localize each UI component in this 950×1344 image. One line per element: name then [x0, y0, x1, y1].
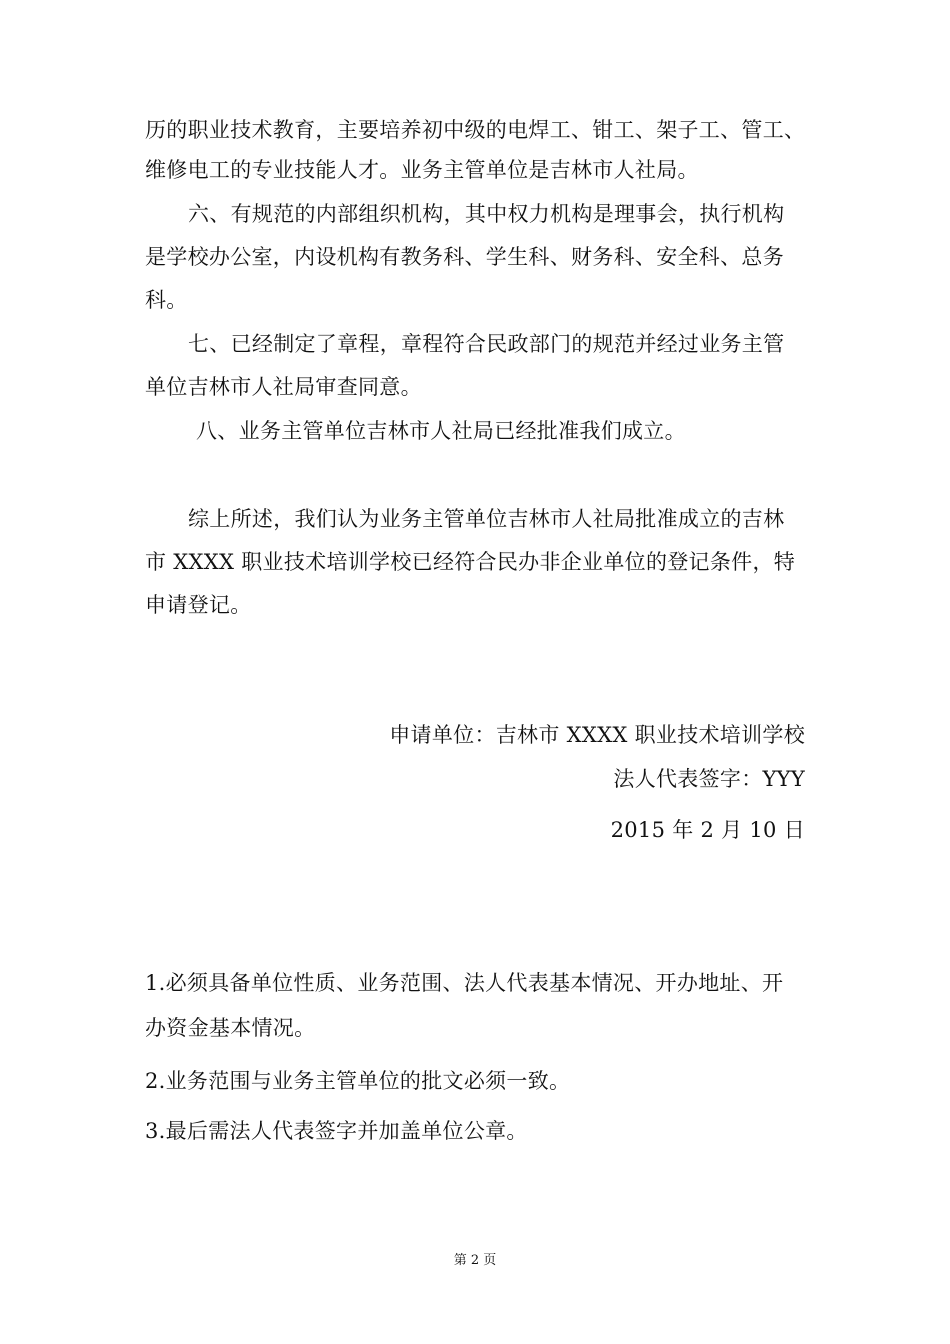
para5-line1: 历的职业技术教育，主要培养初中级的电焊工、钳工、架子工、管工、 [145, 118, 806, 142]
note2: 2.业务范围与业务主管单位的批文必须一致。 [145, 1069, 571, 1093]
summary-line1: 综上所述，我们认为业务主管单位吉林市人社局批准成立的吉林 [188, 507, 785, 531]
note1-line2: 办资金基本情况。 [145, 1016, 316, 1040]
para6-line1: 六、有规范的内部组织机构，其中权力机构是理事会，执行机构 [188, 202, 785, 226]
signature-date: 2015 年 2 月 10 日 [610, 818, 805, 842]
note1-line1: 1.必须具备单位性质、业务范围、法人代表基本情况、开办地址、开 [145, 971, 784, 995]
para6-line2: 是学校办公室，内设机构有教务科、学生科、财务科、安全科、总务 [145, 245, 784, 269]
para6-line3: 科。 [145, 288, 188, 312]
para8-line1: 八、业务主管单位吉林市人社局已经批准我们成立。 [196, 419, 686, 443]
legal-representative-signature: 法人代表签字：YYY [613, 767, 805, 791]
page-number: 第 2 页 [453, 1253, 497, 1268]
applicant-unit: 申请单位：吉林市 XXXX 职业技术培训学校 [389, 723, 805, 747]
note3: 3.最后需法人代表签字并加盖单位公章。 [145, 1119, 528, 1143]
summary-line2: 市 XXXX 职业技术培训学校已经符合民办非企业单位的登记条件，特 [145, 550, 796, 574]
para7-line2: 单位吉林市人社局审查同意。 [145, 375, 422, 399]
para5-line2: 维修电工的专业技能人才。业务主管单位是吉林市人社局。 [145, 158, 699, 182]
summary-line3: 申请登记。 [145, 593, 252, 617]
para7-line1: 七、已经制定了章程，章程符合民政部门的规范并经过业务主管 [188, 332, 785, 356]
